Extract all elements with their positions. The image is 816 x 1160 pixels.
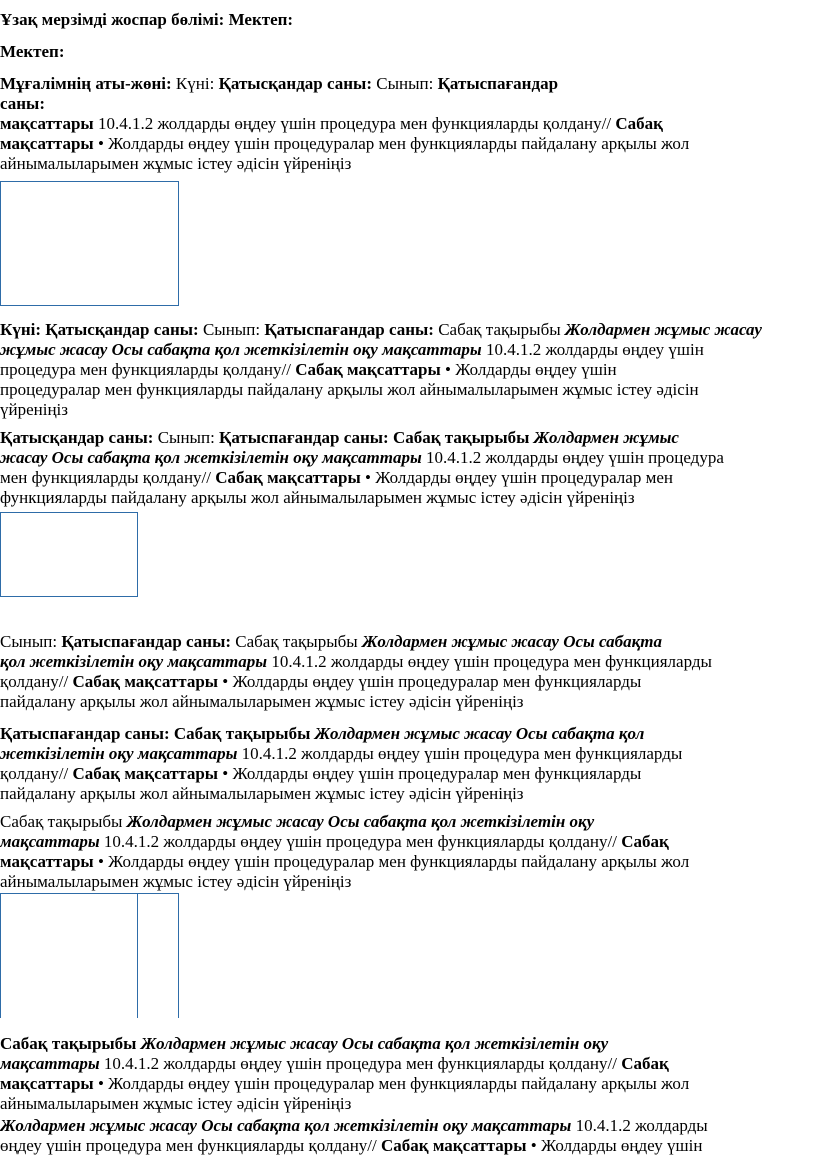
lesson-goals-label: Сабақ мақсаттары [295,360,441,379]
day-label: Күні: [175,74,215,93]
info-block-absent: Қатыспағандар саны: Сабақ тақырыбы Жолдармен жұмыс жасау Осы сабақта қол жеткізілетін оқу мақсаттары 10.4.1.2 жолдарды өңдеу үшін процедура мен функцияларды қолдану// Сабақ мақсаттары • Жолдарды өңдеу үшін процедуралар мен функцияларды пайдалану арқылы жол айнымалыларымен жұмыс істеу әдісін үйреніңіз [0,724,683,803]
present-label: Қатысқандар саны: [218,74,372,93]
topic-label: Сабақ тақырыбы [438,320,561,339]
school-heading-value: Мектеп: [228,10,294,29]
info-block-class: Сынып: Қатыспағандар саны: Сабақ тақырыбы Жолдармен жұмыс жасау Осы сабақта қол жеткізілетін оқу мақсаттары 10.4.1.2 жолдарды өңдеу үшін процедура мен функцияларды қолдану// Сабақ мақсаттары • Жолдарды өңдеу үшін процедуралар мен функцияларды пайдалану арқылы жол айнымалыларымен жұмыс істеу әдісін үйреніңіз [0,632,712,711]
objective-text: 10.4.1.2 жолдарды өңдеу үшін процедура мен функцияларды қолдану [97,114,602,133]
long-term-plan-label: Ұзақ мерзімді жоспар бөлімі: [0,10,225,29]
absent-label: Қатыспағандар саны: [264,320,434,339]
school-line [0,42,816,62]
info-block-teacher: Мұғалімнің аты-жөні: Күні: Қатысқандар саны: Сынып: Қатыспағандар саны: мақсаттары 10.4.1.2 жолдарды өңдеу үшін процедура мен функцияларды қолдану// Сабақ мақсаттары • Жолдарды өңдеу үшін процедуралар мен функцияларды пайдалану арқылы жол айнымалыларымен жұмыс істеу әдісін үйреніңіз [0,74,690,173]
info-block-topic-value: Сабақ тақырыбы Жолдармен жұмыс жасау Осы сабақта қол жеткізілетін оқу мақсаттары 10.4.1.2 жолдарды өңдеу үшін процедура мен функцияларды қолдану// Сабақ мақсаттары • Жолдарды өңдеу үшін процедуралар мен функцияларды пайдалану арқылы жол айнымалыларымен жұмыс істеу әдісін үйреніңіз [0,1034,690,1113]
placeholder-box-2 [0,512,138,597]
placeholder-box-1 [0,181,179,306]
document-header [0,10,816,30]
info-block-objectives: Жолдармен жұмыс жасау Осы сабақта қол жеткізілетін оқу мақсаттары 10.4.1.2 жолдарды өңдеу үшін процедура мен функцияларды қолдану// Сабақ мақсаттары • Жолдарды өңдеу үшін [0,1116,708,1155]
info-block-day: Күні: Қатысқандар саны: Сынып: Қатыспағандар саны: Сабақ тақырыбы Жолдармен жұмыс жасау жұмыс жасау Осы сабақта қол жеткізілетін оқу мақсаттары 10.4.1.2 жолдарды өңдеу үшін процедура мен функцияларды қолдану// Сабақ мақсаттары • Жолдарды өңдеу үшін процедуралар мен функцияларды пайдалану арқылы жол айнымалыларымен жұмыс істеу әдісін үйреніңіз [0,320,762,419]
topic-value: Жолдармен жұмыс жасау [564,320,762,339]
info-block-present: Қатысқандар саны: Сынып: Қатыспағандар саны: Сабақ тақырыбы Жолдармен жұмыс жасау Осы сабақта қол жеткізілетін оқу мақсаттары 10.4.1.2 жолдарды өңдеу үшін процедура мен функцияларды қолдану// Сабақ мақсаттары • Жолдарды өңдеу үшін процедуралар мен функцияларды пайдалану арқылы жол айнымалыларымен жұмыс істеу әдісін үйреніңіз [0,428,724,507]
header-line [0,10,816,30]
school-label: Мектеп: [0,42,65,61]
info-block-topic: Сабақ тақырыбы Жолдармен жұмыс жасау Осы сабақта қол жеткізілетін оқу мақсаттары 10.4.1.2 жолдарды өңдеу үшін процедура мен функцияларды қолдану// Сабақ мақсаттары • Жолдарды өңдеу үшін процедуралар мен функцияларды пайдалану арқылы жол айнымалыларымен жұмыс істеу әдісін үйреніңіз [0,812,690,891]
class-label: Сынып: [376,74,434,93]
teacher-label: Мұғалімнің аты-жөні: [0,74,172,93]
objectives-label: Осы сабақта қол жеткізілетін оқу мақсаттары [111,340,482,359]
placeholder-box-3-inner [0,893,138,1018]
